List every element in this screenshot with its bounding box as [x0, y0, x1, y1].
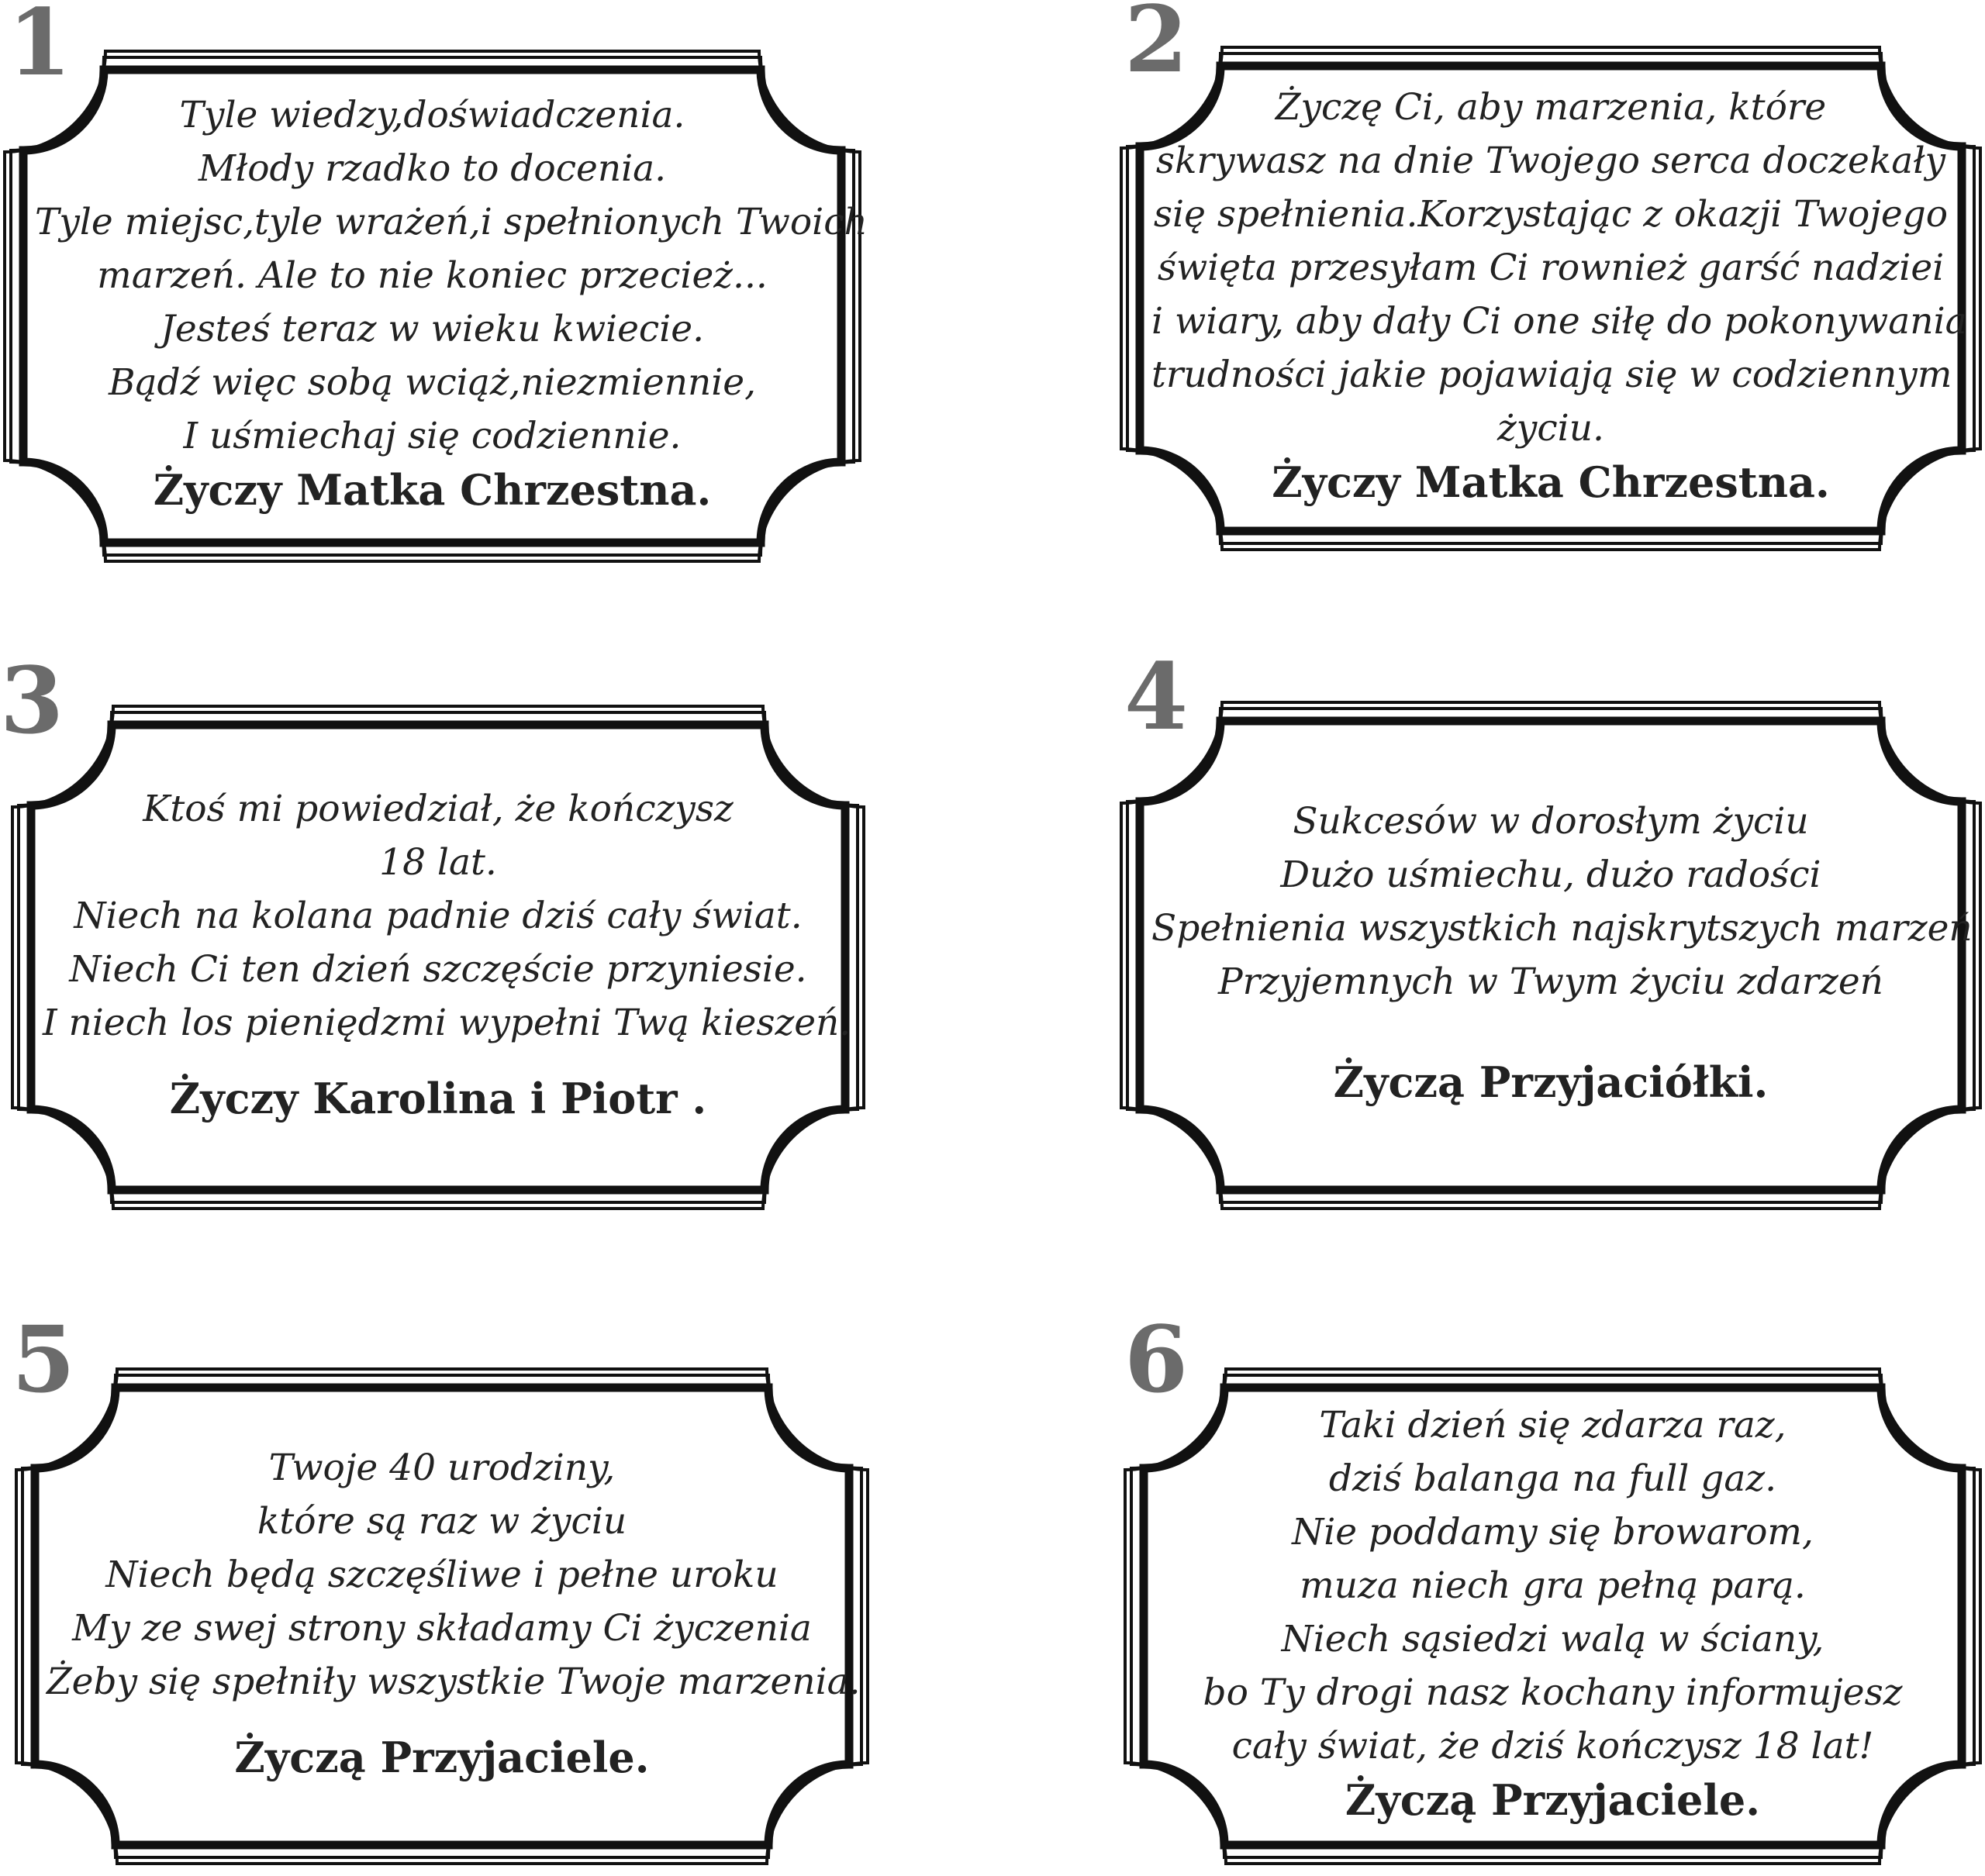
card-text [1155, 1399, 1950, 1826]
wish-line: Niech Ci ten dzień szczęście przyniesie. [69, 947, 807, 991]
wish-line: muza niech gra pełną parą. [1300, 1564, 1806, 1607]
wish-line: Ktoś mi powiedział, że kończysz [143, 787, 734, 830]
wish-line: Przyjemnych w Twym życiu zdarzeń [1218, 960, 1883, 1003]
wish-line: 18 lat. [379, 840, 497, 884]
wish-line: bo Ty drogi nasz kochany informujesz [1203, 1671, 1903, 1714]
wish-line: święta przesyłam Ci rownież garść nadziei [1157, 246, 1945, 289]
wish-card-3 [8, 702, 868, 1213]
wish-signature: Życzy Karolina i Piotr . [169, 1073, 707, 1123]
wish-line: skrywasz na dnie Twojego serca doczekały [1155, 139, 1946, 182]
wish-line: trudności jakie pojawiają się w codziennym [1151, 353, 1952, 396]
wish-card-1 [0, 47, 868, 566]
wish-line: Twoje 40 urodziny, [268, 1446, 616, 1489]
card-number: 5 [12, 1305, 76, 1413]
wish-line: i wiary, aby dały Ci one siłę do pokonywania [1151, 299, 1967, 343]
wish-line: Bądź więc sobą wciąż,niezmiennie, [108, 360, 757, 404]
wish-signature: Życzą Przyjaciele. [234, 1732, 650, 1782]
wish-line: marzeń. Ale to nie koniec przecież... [97, 253, 768, 297]
wish-line: Życzę Ci, aby marzenia, które [1275, 85, 1827, 129]
wish-line: cały świat, że dziś kończysz 18 lat! [1231, 1724, 1874, 1767]
wish-card-6 [1120, 1364, 1985, 1868]
wish-signature: Życzą Przyjaciółki. [1333, 1057, 1769, 1107]
wish-line: Młody rzadko to docenia. [198, 147, 667, 190]
wish-line: życiu. [1497, 406, 1604, 450]
wish-signature: Życzą Przyjaciele. [1345, 1774, 1761, 1825]
card-number: 1 [8, 0, 72, 96]
card-text [47, 1399, 861, 1826]
wish-line: Niech będą szczęśliwe i pełne uroku [105, 1553, 778, 1596]
wish-line: Niech sąsiedzi walą w ściany, [1281, 1617, 1824, 1660]
card-text [43, 736, 851, 1171]
wish-line: Sukcesów w dorosłym życiu [1293, 799, 1809, 843]
wish-line: Jesteś teraz w wieku kwiecie. [160, 307, 705, 350]
card-number: 4 [1124, 643, 1189, 750]
card-number: 2 [1124, 0, 1189, 93]
wish-signature: Życzy Matka Chrzestna. [153, 464, 712, 515]
wish-line: My ze swej strony składamy Ci życzenia [72, 1606, 812, 1650]
wish-line: I uśmiechaj się codziennie. [183, 414, 682, 457]
wish-line: Żeby się spełniły wszystkie Twoje marzenia. [47, 1660, 861, 1703]
card-text [35, 81, 868, 523]
wish-card-2 [1117, 43, 1985, 554]
card-number: 6 [1124, 1305, 1189, 1413]
card-number: 3 [0, 647, 64, 754]
wish-line: Tyle wiedzy,doświadczenia. [179, 93, 685, 136]
wish-line: Taki dzień się zdarza raz, [1319, 1403, 1786, 1447]
wish-card-5 [12, 1364, 872, 1868]
card-text [1151, 733, 1973, 1171]
wish-line: I niech los pieniędzmi wypełni Twą kieszeń. [43, 1001, 851, 1044]
wish-signature: Życzy Matka Chrzestna. [1272, 457, 1830, 507]
wish-line: się spełnienia.Korzystając z okazji Twojego [1153, 192, 1949, 236]
wish-line: Niech na kolana padnie dziś cały świat. [74, 894, 803, 937]
wish-line: Spełnienia wszystkich najskrytszych marzeń [1151, 906, 1973, 950]
wish-line: Tyle miejsc,tyle wrażeń,i spełnionych Twoich [35, 200, 868, 243]
wish-line: Dużo uśmiechu, dużo radości [1280, 853, 1821, 896]
wish-line: które są raz w życiu [257, 1499, 627, 1543]
wish-line: Nie poddamy się browarom, [1292, 1510, 1814, 1554]
wish-line: dziś balanga na full gaz. [1328, 1457, 1777, 1500]
wish-card-4 [1117, 698, 1985, 1213]
card-text [1151, 78, 1967, 512]
